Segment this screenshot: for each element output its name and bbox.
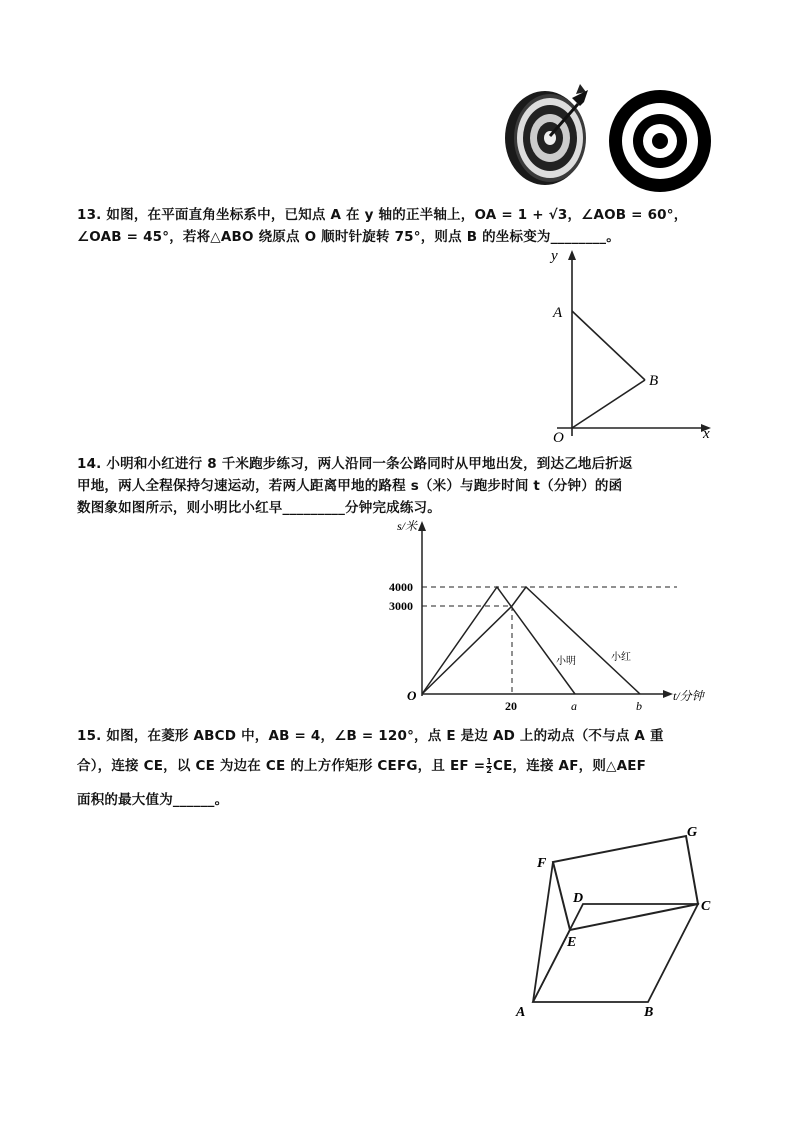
q15-text-line1: 15. 如图，在菱形 ABCD 中，AB = 4，∠B = 120°，点 E 是边 AD 上的动点（不与点 A 重 xyxy=(77,728,664,744)
q15-fraction xyxy=(486,758,492,775)
bullseye-image xyxy=(607,88,713,194)
q14-chart xyxy=(385,518,715,713)
q15-text-line2-part2: CE，连接 AF，则△AEF xyxy=(493,758,647,774)
q14-xtick-20: 20 xyxy=(505,699,517,713)
q14-label-xiaohong: 小红 xyxy=(611,652,631,663)
q13-text-line1: 13. 如图，在平面直角坐标系中，已知点 A 在 y 轴的正半轴上，OA = 1 + √3，∠AOB = 60°， xyxy=(77,207,688,223)
q14-y-arrow xyxy=(418,521,426,531)
q15-label-C: C xyxy=(701,899,711,914)
q15-text-line2 xyxy=(77,754,646,775)
q14-x-arrow xyxy=(663,690,673,698)
q13-segment-OB xyxy=(572,380,645,428)
q14-series-xiaohong xyxy=(422,587,640,694)
q13-label-y: y xyxy=(551,248,558,264)
dartboard-image xyxy=(500,82,595,190)
q14-ytick-4000: 4000 xyxy=(389,580,413,594)
q15-fraction-num: 1 xyxy=(486,756,493,766)
q14-ylabel: s/米 xyxy=(397,519,418,533)
q15-label-G: G xyxy=(687,825,698,840)
q15-text-line2-part1: 合），连接 CE，以 CE 为边在 CE 的上方作矩形 CEFG，且 EF = xyxy=(77,758,486,774)
q13-label-A: A xyxy=(553,305,563,321)
q15-fraction-den: 2 xyxy=(486,765,493,775)
q15-label-B: B xyxy=(644,1005,654,1020)
q14-text-line3: 数图象如图所示，则小明比小红早_________分钟完成练习。 xyxy=(77,500,441,516)
q15-label-D: D xyxy=(573,891,584,906)
q14-text-line1: 14. 小明和小红进行 8 千米跑步练习，两人沿同一条公路同时从甲地出发，到达乙地后折返 xyxy=(77,456,633,472)
q15-label-F: F xyxy=(537,856,547,871)
q15-figure xyxy=(510,822,725,1027)
q15-label-A: A xyxy=(516,1005,526,1020)
q15-rectangle xyxy=(553,836,698,930)
q14-xtick-O: O xyxy=(407,688,417,703)
q13-label-O: O xyxy=(553,430,564,446)
q14-xlabel: t/分钟 xyxy=(673,689,704,703)
q13-figure xyxy=(545,248,725,448)
q14-text-line2: 甲地，两人全程保持匀速运动，若两人距离甲地的路程 s（米）与跑步时间 t（分钟）的函 xyxy=(77,478,623,494)
q14-xtick-b: b xyxy=(636,699,642,713)
q15-label-E: E xyxy=(567,935,577,950)
q13-label-B: B xyxy=(649,373,659,389)
q14-xtick-a: a xyxy=(571,699,577,713)
q14-ytick-3000: 3000 xyxy=(389,599,413,613)
q14-series-xiaoming xyxy=(422,587,575,694)
q15-text-line3: 面积的最大值为______。 xyxy=(77,792,229,808)
q13-label-x: x xyxy=(703,426,710,442)
q13-y-arrow xyxy=(568,250,576,260)
q13-text-line2: ∠OAB = 45°，若将△ABO 绕原点 O 顺时针旋转 75°，则点 B 的坐标变为________。 xyxy=(77,229,620,245)
q13-segment-AB xyxy=(572,311,645,380)
q14-label-xiaoming: 小明 xyxy=(556,656,576,667)
